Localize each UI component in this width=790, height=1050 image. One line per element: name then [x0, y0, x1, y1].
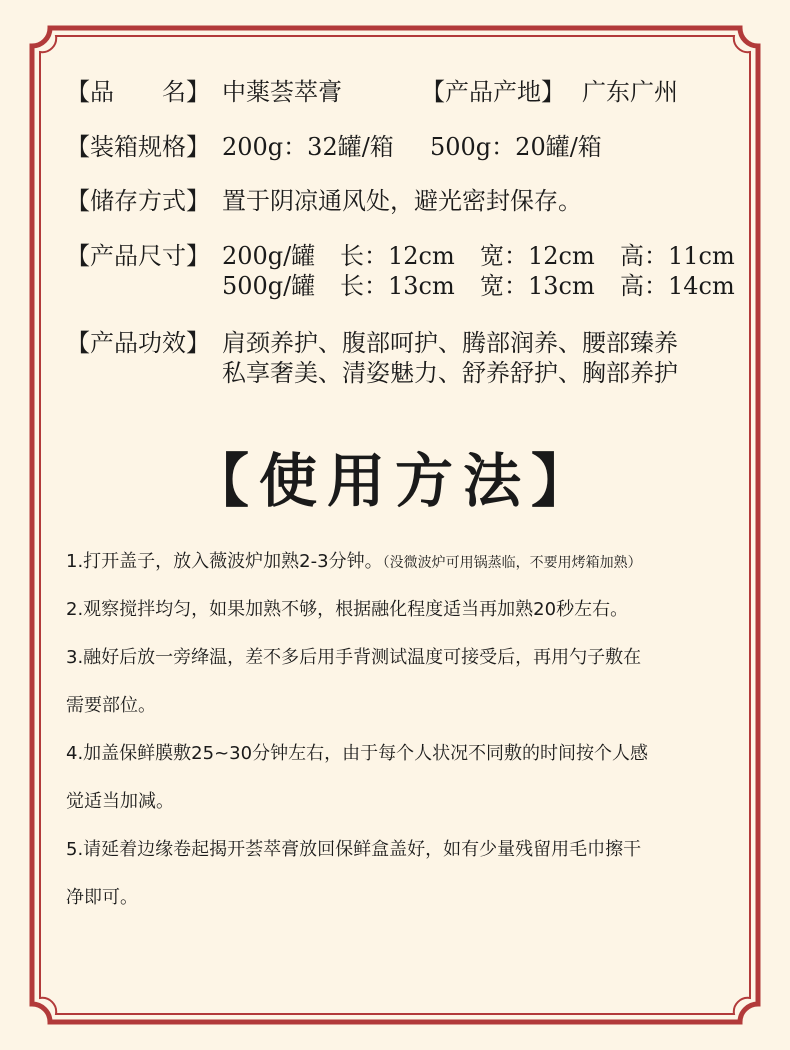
usage-step-4-line1: 4.加盖保鲜膜敷25~30分钟左右，由于每个人状况不同敷的时间按个人感: [66, 743, 649, 764]
size-200-height: 高：11cm: [620, 242, 735, 270]
spec-effect-line2: 私享奢美、清姿魅力、舒养舒护、胸部养护: [222, 359, 678, 387]
border-outer: [32, 28, 758, 1022]
spec-storage-label: 【储存方式】: [66, 187, 210, 215]
usage-step-2: 2.观察搅拌均匀，如果加熟不够，根据融化程度适当再加熟20秒左右。: [66, 599, 629, 620]
spec-effect-line1: 肩颈养护、腹部呵护、腾部润养、腰部臻养: [222, 329, 678, 357]
spec-origin-value: 广东广州: [582, 78, 678, 106]
usage-step-5-line1: 5.请延着边缘卷起揭开荟萃膏放回保鲜盒盖好，如有少量残留用毛巾擦干: [66, 839, 642, 860]
spec-effect-label: 【产品功效】: [66, 329, 210, 357]
size-500-height: 高：14cm: [620, 272, 735, 300]
spec-packing-label: 【装箱规格】: [66, 133, 210, 161]
spec-origin-label: 【产品产地】: [421, 78, 565, 106]
spec-size-label: 【产品尺寸】: [66, 242, 210, 270]
usage-step-1: [66, 551, 642, 574]
usage-step-3-line2: 需要部位。: [66, 695, 156, 716]
size-500-width: 宽：13cm: [480, 272, 595, 300]
usage-step-3-line1: 3.融好后放一旁绛温，差不多后用手背测试温度可接受后，再用勺子敷在: [66, 647, 642, 668]
spec-storage-value: 置于阴凉通风处，避光密封保存。: [222, 187, 582, 215]
usage-heading: 【使用方法】: [190, 447, 599, 515]
spec-name-value: 中薬荟萃膏: [222, 78, 342, 106]
spec-packing-value-a: 200g：32罐/箱: [222, 133, 394, 161]
size-500-length: 长：13cm: [340, 272, 455, 300]
spec-packing-value-b: 500g：20罐/箱: [430, 133, 602, 161]
size-200-spec: 200g/罐: [222, 242, 316, 270]
usage-step-4-line2: 觉适当加减。: [66, 791, 174, 812]
size-200-length: 长：12cm: [340, 242, 455, 270]
usage-step-1-text: 1.打开盖子，放入薇波炉加熟2-3分钟。: [66, 551, 383, 572]
border-inner: [40, 36, 750, 1014]
size-500-spec: 500g/罐: [222, 272, 316, 300]
usage-step-1-note: （没微波炉可用锅蒸临，不要用烤箱加熟）: [382, 555, 642, 571]
usage-step-5-line2: 净即可。: [66, 887, 138, 908]
spec-name-label: 【品 名】: [66, 78, 210, 106]
size-200-width: 宽：12cm: [480, 242, 595, 270]
